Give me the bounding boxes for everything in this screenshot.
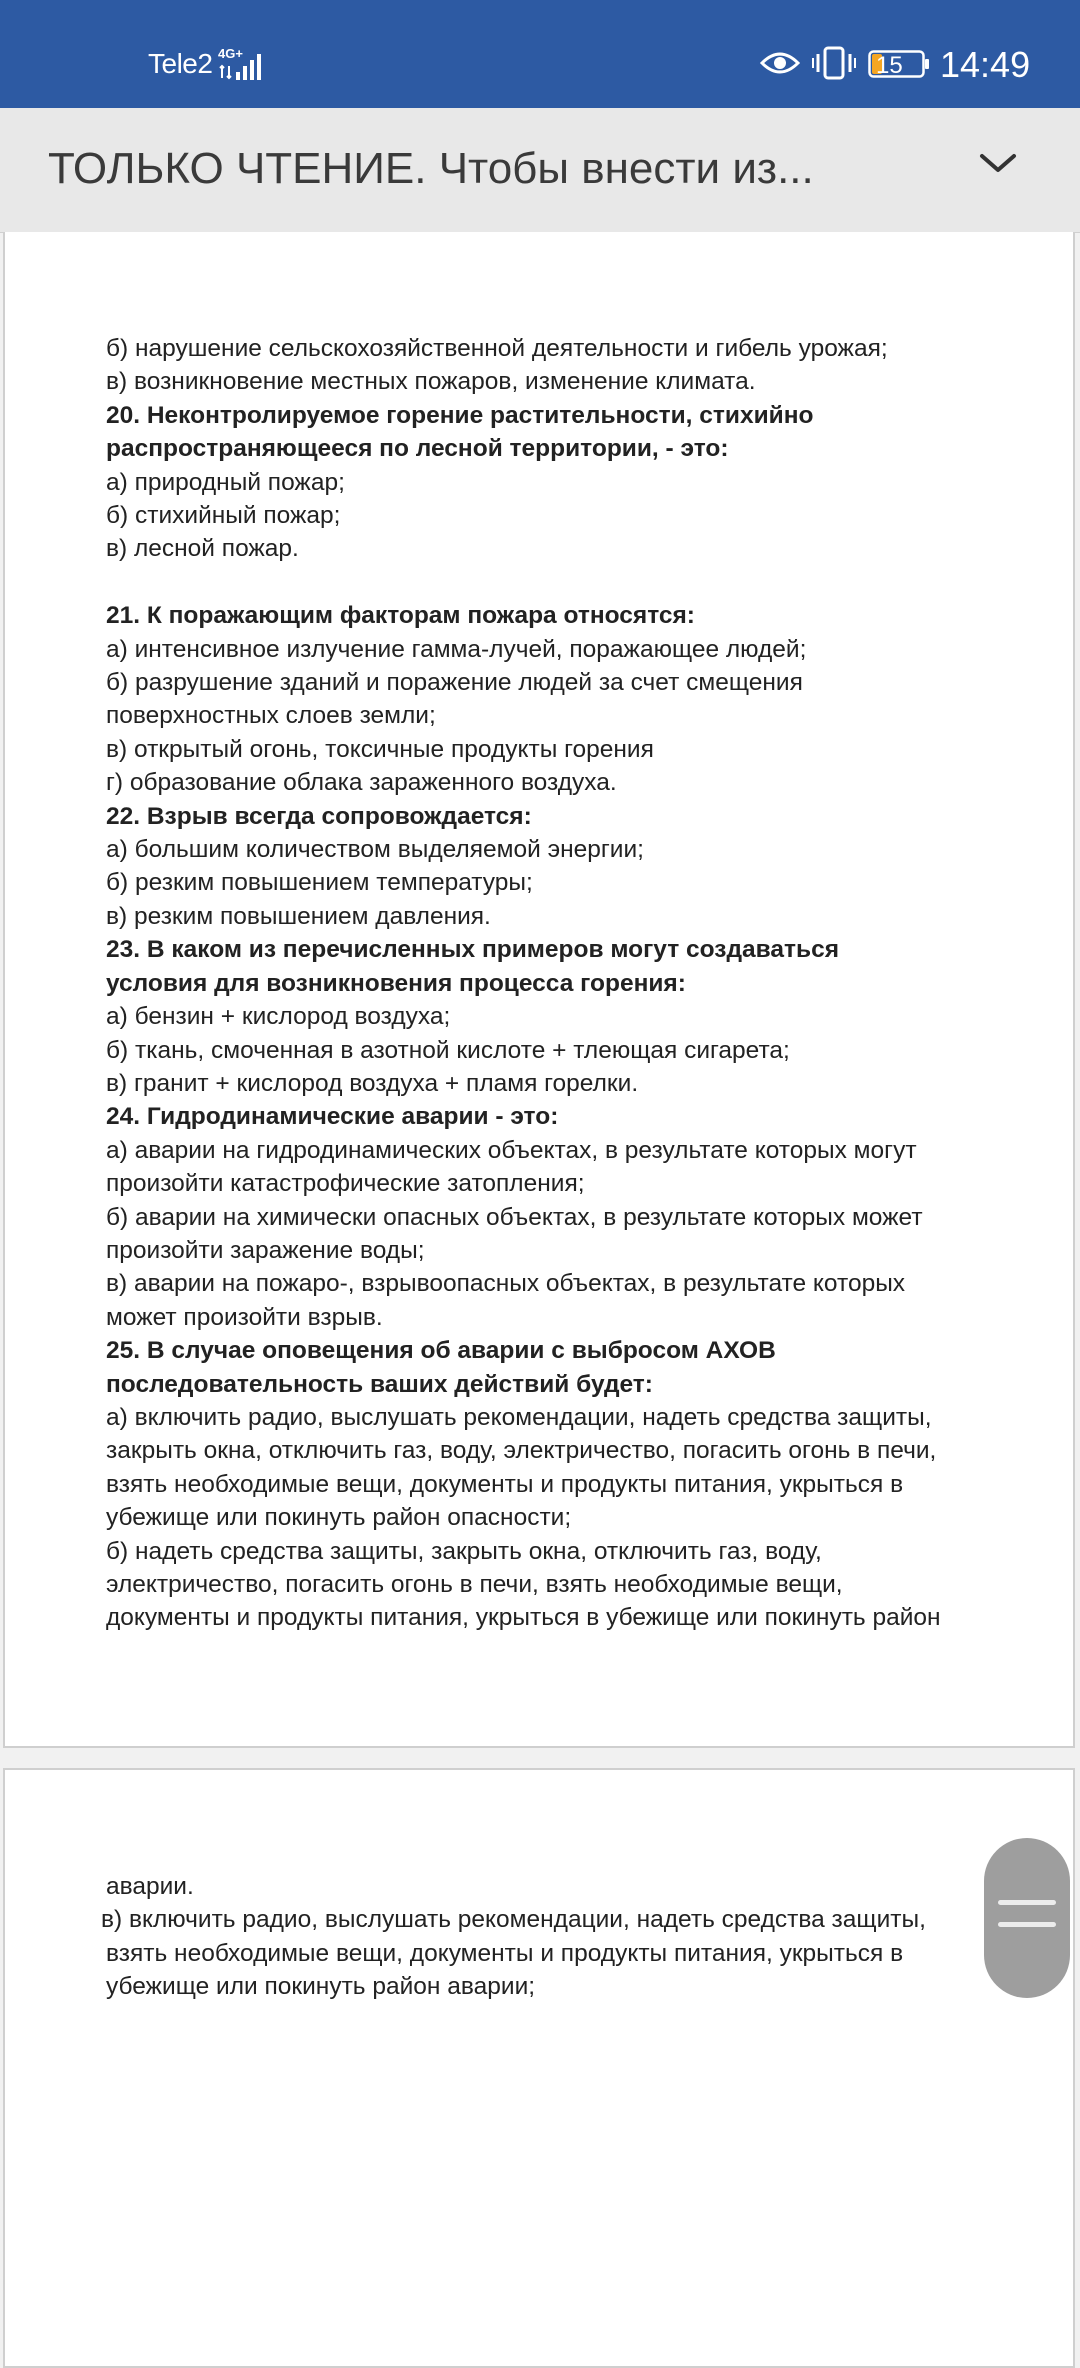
text-line: закрыть окна, отключить газ, воду, электричество, погасить огонь в печи, — [106, 1437, 937, 1465]
text-line: а) бензин + кислород воздуха; — [106, 1003, 451, 1031]
text-line: б) надеть средства защиты, закрыть окна, отключить газ, воду, — [106, 1537, 822, 1565]
question-line: последовательность ваших действий будет: — [106, 1370, 653, 1398]
text-line: может произойти взрыв. — [106, 1303, 383, 1331]
text-line: взять необходимые вещи, документы и продукты питания, укрыться в — [106, 1470, 904, 1498]
clock: 14:49 — [940, 44, 1031, 85]
question-line: 21. К поражающим факторам пожара относятся: — [106, 602, 695, 630]
text-line: аварии. — [106, 1873, 194, 1900]
text-line: б) стихийный пожар; — [106, 502, 341, 530]
text-line: а) интенсивное излучение гамма-лучей, поражающее людей; — [106, 635, 807, 663]
text-line: в) гранит + кислород воздуха + пламя горелки. — [106, 1069, 639, 1097]
vibrate-icon — [812, 46, 856, 85]
text-line: убежище или покинуть район опасности; — [106, 1504, 572, 1532]
page-2-text — [101, 1870, 926, 2004]
text-line: а) аварии на гидродинамических объектах, в результате которых могут — [106, 1136, 917, 1164]
page-1-text — [106, 332, 941, 1635]
question-line: 22. Взрыв всегда сопровождается: — [106, 802, 532, 830]
text-line: в) открытый огонь, токсичные продукты горения — [106, 735, 654, 763]
question-line: 20. Неконтролируемое горение растительности, стихийно — [106, 401, 814, 429]
document-title: ТОЛЬКО ЧТЕНИЕ. Чтобы внести из... — [48, 144, 814, 193]
document-page-1 — [3, 232, 1075, 1748]
text-line: б) аварии на химически опасных объектах, в результате которых может — [106, 1203, 923, 1231]
text-line: в) аварии на пожаро-, взрывоопасных объектах, в результате которых — [106, 1270, 906, 1298]
text-line: б) ткань, смоченная в азотной кислоте + тлеющая сигарета; — [106, 1036, 790, 1064]
network-type: 4G+ — [218, 46, 243, 61]
document-header — [0, 108, 1080, 233]
question-line: 25. В случае оповещения об аварии с выбросом АХОВ — [106, 1337, 776, 1365]
text-line: а) большим количеством выделяемой энергии; — [106, 836, 644, 864]
text-line: в) возникновение местных пожаров, изменение климата. — [106, 368, 756, 396]
text-line: документы и продукты питания, укрыться в убежище или покинуть район — [106, 1604, 941, 1632]
question-line: условия для возникновения процесса горения: — [106, 969, 686, 997]
blank-line — [106, 566, 941, 599]
text-line: поверхностных слоев земли; — [106, 702, 436, 730]
text-line: б) разрушение зданий и поражение людей за счет смещения — [106, 669, 803, 697]
question-line: 24. Гидродинамические аварии - это: — [106, 1103, 559, 1131]
text-line: убежище или покинуть район аварии; — [106, 1973, 536, 2001]
document-page-2 — [3, 1768, 1075, 2368]
battery-level: 15 — [876, 52, 903, 79]
signal-icon — [216, 44, 276, 89]
text-line: г) образование облака зараженного воздуха. — [106, 769, 617, 797]
text-line: в) лесной пожар. — [106, 535, 299, 563]
carrier-name: Tele2 — [148, 48, 213, 79]
text-line: б) нарушение сельскохозяйственной деятельности и гибель урожая; — [106, 335, 888, 362]
text-line: а) включить радио, выслушать рекомендации, надеть средства защиты, — [106, 1403, 932, 1431]
text-line: произойти катастрофические затопления; — [106, 1170, 585, 1198]
scroll-handle-grip-line — [998, 1922, 1056, 1927]
question-line: 23. В каком из перечисленных примеров могут создаваться — [106, 936, 839, 964]
text-line: в) резким повышением давления. — [106, 902, 491, 930]
scroll-handle[interactable] — [984, 1838, 1070, 1998]
text-line: произойти заражение воды; — [106, 1236, 425, 1264]
text-line: б) резким повышением температуры; — [106, 869, 533, 897]
text-line: электричество, погасить огонь в печи, взять необходимые вещи, — [106, 1571, 843, 1599]
scroll-handle-grip-line — [998, 1900, 1056, 1905]
text-line: взять необходимые вещи, документы и продукты питания, укрыться в — [106, 1939, 904, 1967]
chevron-down-icon[interactable] — [978, 152, 1018, 181]
text-line: а) природный пожар; — [106, 468, 345, 496]
eye-comfort-icon — [760, 48, 800, 83]
question-line: распространяющееся по лесной территории, - это: — [106, 435, 729, 463]
status-bar — [0, 0, 1080, 108]
text-line: в) включить радио, выслушать рекомендации, надеть средства защиты, — [101, 1906, 926, 1934]
